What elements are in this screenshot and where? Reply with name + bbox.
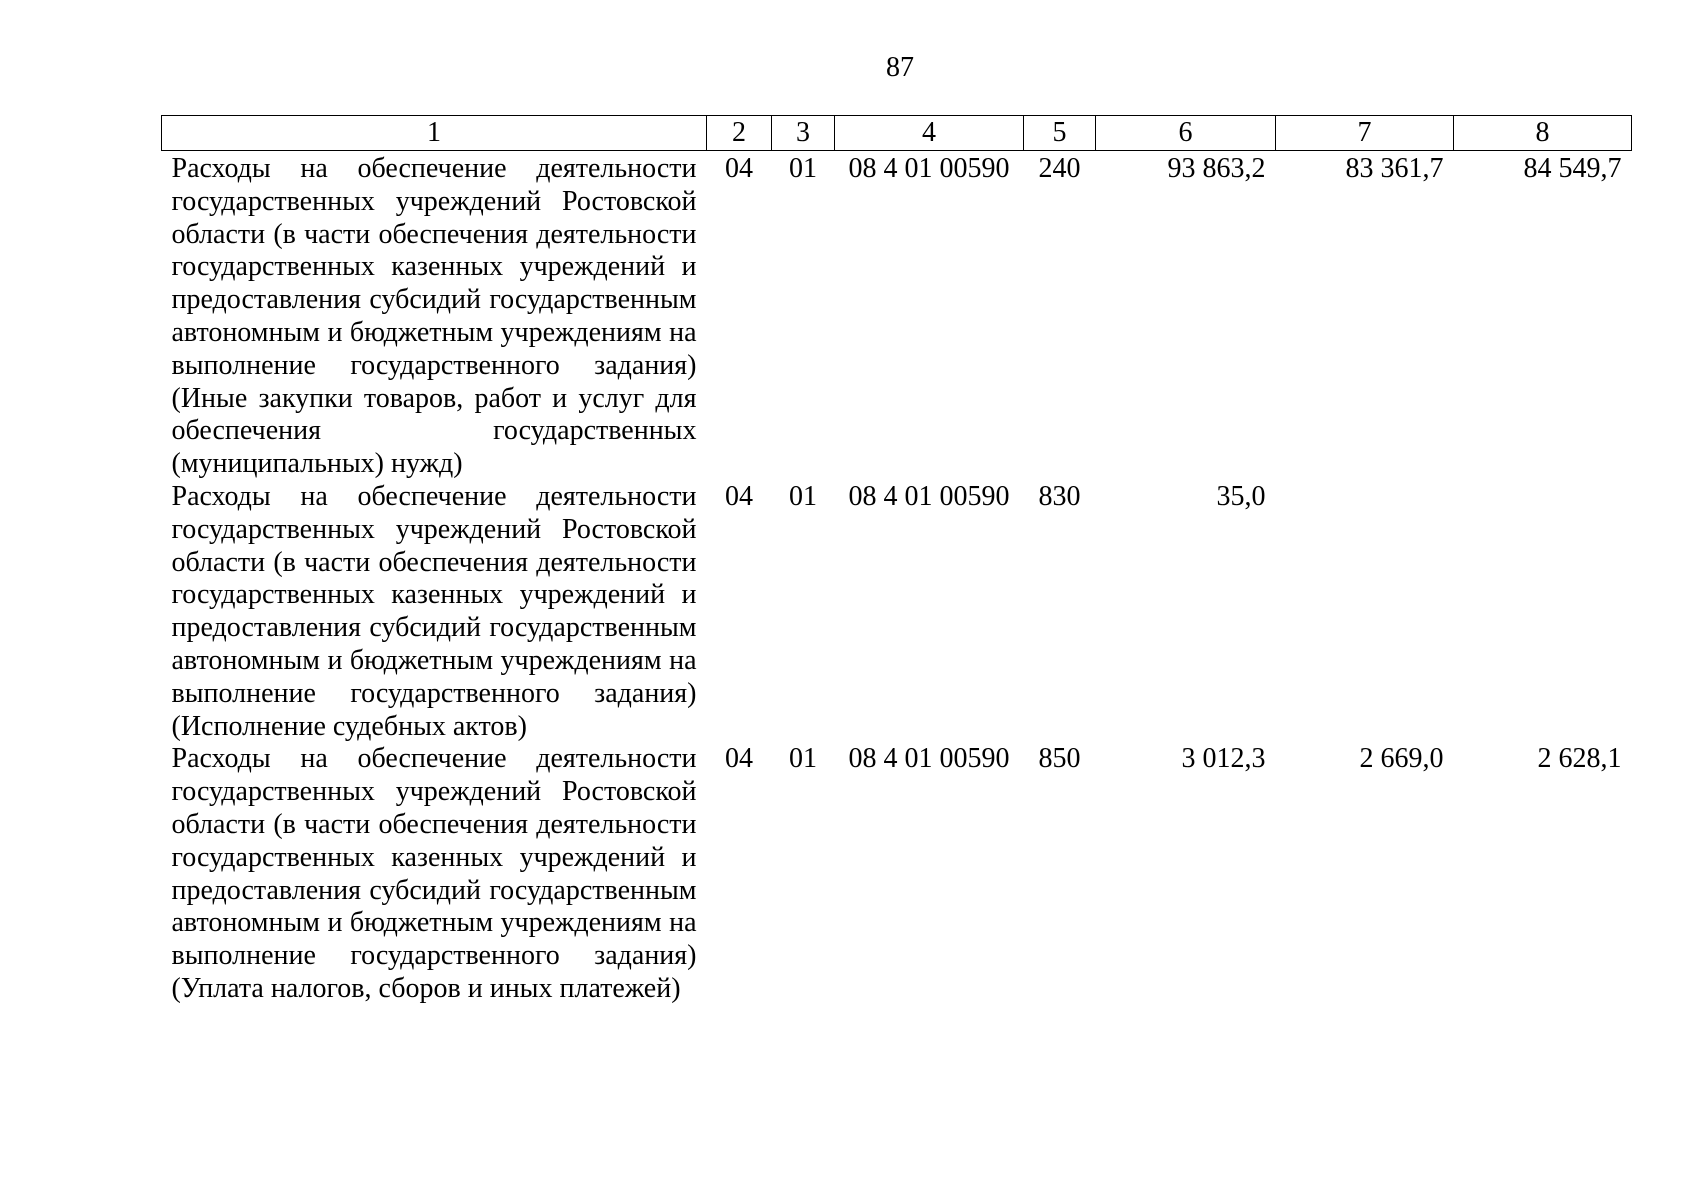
row-section: 04 (725, 153, 753, 184)
row-subsection: 01 (789, 743, 817, 775)
row-section: 04 (725, 743, 753, 775)
table-row (162, 151, 1632, 481)
budget-table (161, 115, 1632, 1006)
row-expense-type: 850 (1038, 743, 1081, 775)
header-col-1: 1 (162, 116, 707, 151)
table-row (162, 481, 1632, 743)
header-col-4: 4 (835, 116, 1024, 151)
header-col-6: 6 (1096, 116, 1276, 151)
row-amount-col8 (1454, 481, 1632, 743)
row-subsection: 01 (789, 480, 817, 512)
page-number: 87 (886, 52, 914, 83)
row-target-article: 08 4 01 00590 (848, 743, 1010, 775)
header-col-2: 2 (707, 116, 772, 151)
row-description: Расходы на обеспечение деятельности государственных учреждений Ростовской области (в части обеспечения деятельности государственных казенных учреждений и предоставления субсидий государственным автономным и бюджетным учреждениям на выполнение государственного задания) (Уплата налогов, сборов и иных платежей) (171, 743, 697, 1004)
row-amount-col6: 3 012,3 (1181, 743, 1266, 775)
row-target-article: 08 4 01 00590 (848, 480, 1010, 512)
budget-table-container (161, 115, 1631, 1006)
table-header (162, 116, 1632, 151)
table-body (162, 151, 1632, 1006)
row-subsection: 01 (789, 153, 817, 184)
header-col-5: 5 (1024, 116, 1096, 151)
header-row (162, 116, 1632, 151)
row-amount-col8: 2 628,1 (1537, 743, 1622, 775)
header-col-7: 7 (1276, 116, 1454, 151)
row-amount-col7: 83 361,7 (1345, 153, 1444, 184)
row-amount-col6: 93 863,2 (1167, 153, 1266, 184)
header-col-8: 8 (1454, 116, 1632, 151)
row-section: 04 (725, 480, 753, 512)
row-amount-col7 (1276, 481, 1454, 743)
row-amount-col6: 35,0 (1216, 480, 1266, 512)
header-col-3: 3 (772, 116, 835, 151)
row-amount-col8: 84 549,7 (1523, 153, 1622, 184)
row-description: Расходы на обеспечение деятельности государственных учреждений Ростовской области (в части обеспечения деятельности государственных казенных учреждений и предоставления субсидий государственным автономным и бюджетным учреждениям на выполнение государственного задания) (Иные закупки товаров, работ и услуг для обеспечения государственных (муниципальных) нужд) (171, 153, 697, 480)
row-description: Расходы на обеспечение деятельности государственных учреждений Ростовской области (в части обеспечения деятельности государственных казенных учреждений и предоставления субсидий государственным автономным и бюджетным учреждениям на выполнение государственного задания) (Исполнение судебных актов) (171, 480, 697, 742)
row-expense-type: 830 (1038, 480, 1081, 512)
row-amount-col7: 2 669,0 (1359, 743, 1444, 775)
table-row (162, 743, 1632, 1005)
row-target-article: 08 4 01 00590 (848, 153, 1010, 184)
row-expense-type: 240 (1038, 153, 1081, 184)
